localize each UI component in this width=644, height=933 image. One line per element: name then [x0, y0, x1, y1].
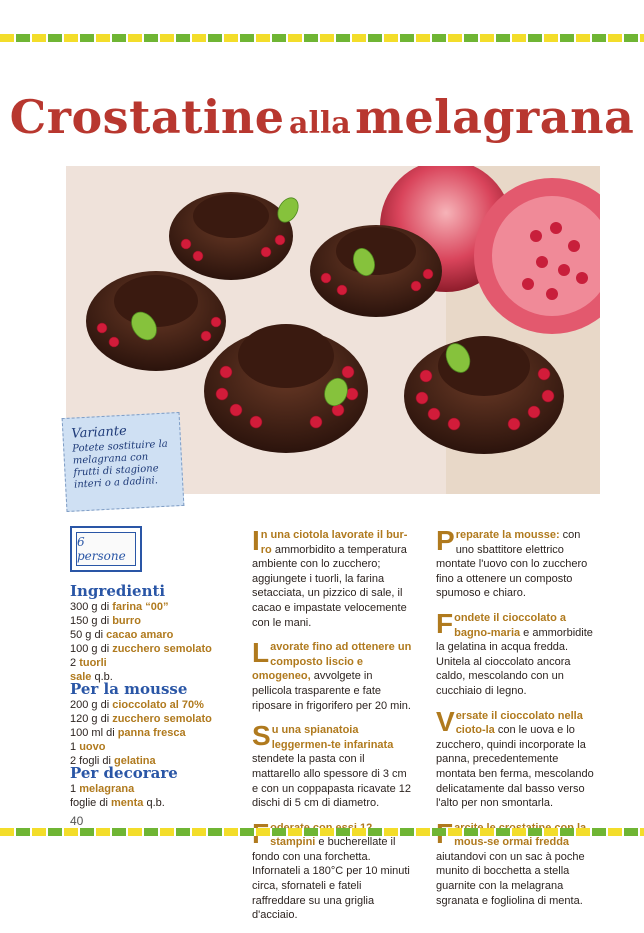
ingredient-name: zucchero semolato	[112, 643, 212, 655]
step-lead: stampini	[270, 836, 316, 849]
ingredient-quantity: 50 g di	[70, 629, 107, 641]
recipe-title	[0, 90, 644, 144]
method-step	[436, 705, 598, 811]
method-column-1	[252, 525, 414, 933]
method-step	[252, 525, 414, 630]
method-step	[436, 525, 598, 601]
ingredient-quantity: 100 ml di	[70, 727, 118, 739]
ingredient-row	[70, 642, 240, 656]
decor-section	[70, 764, 240, 810]
ingredient-name: uovo	[79, 741, 106, 753]
title-word-3: melagrana	[355, 90, 635, 144]
step-lead: ondete il cioccolato a bagno-maria	[454, 611, 566, 639]
ingredient-row	[70, 698, 240, 712]
mousse-section	[70, 680, 240, 768]
ingredient-quantity: 1	[70, 741, 80, 753]
ingredient-name: tuorli	[79, 657, 107, 669]
ingredient-quantity: 2	[70, 657, 80, 669]
serves-badge	[70, 526, 142, 572]
ingredient-name: zucchero semolato	[112, 713, 212, 725]
step-text: aiutandovi con un sac à poche munito di bocchetta a stella guarnite con la melagrana sgranata e fogliolina di menta.	[436, 850, 585, 907]
decor-list	[70, 782, 240, 810]
serves-label: 6 persone	[76, 532, 136, 566]
drop-cap: F	[436, 607, 454, 639]
drop-cap: L	[252, 637, 270, 669]
ingredient-name: panna fresca	[117, 727, 186, 739]
mousse-list	[70, 698, 240, 768]
method-column-2	[436, 525, 598, 918]
top-stripe-border	[0, 34, 644, 42]
ingredients-section	[70, 582, 240, 684]
step-lead: mous-se ormai fredda	[454, 836, 570, 849]
method-step	[252, 637, 414, 713]
ingredient-quantity: 120 g di	[70, 713, 113, 725]
step-lead: ersate il cioccolato nella cioto-la	[455, 709, 583, 737]
ingredient-quantity: foglie di	[70, 797, 111, 809]
mousse-heading: Per la mousse	[70, 680, 188, 698]
ingredient-name: menta	[110, 797, 144, 809]
ingredient-row	[70, 796, 240, 810]
ingredient-name: cacao amaro	[106, 629, 174, 641]
ingredient-quantity: 2 fogli di	[70, 755, 115, 767]
step-lead: reparate la mousse:	[455, 529, 560, 541]
ingredient-name: cioccolato al 70%	[112, 699, 204, 711]
bottom-stripe-border	[0, 828, 644, 836]
method-step	[252, 720, 414, 811]
decor-heading: Per decorare	[70, 764, 178, 782]
ingredient-row	[70, 740, 240, 754]
drop-cap: I	[252, 525, 260, 556]
ingredient-name: gelatina	[114, 755, 156, 767]
ingredient-name: sale	[70, 671, 92, 683]
step-text: e ammorbidite la gelatina in acqua fredda. Unitela al cioccolato ancora caldo, mescolando con un cucchiaio di legno.	[436, 626, 593, 697]
step-lead: n una ciotola lavorate il bur-ro	[260, 529, 408, 556]
ingredient-name: melagrana	[79, 783, 135, 795]
ingredient-row	[70, 712, 240, 726]
drop-cap: V	[436, 705, 455, 737]
drop-cap: P	[436, 525, 455, 556]
ingredients-list	[70, 600, 240, 684]
variant-note	[62, 412, 185, 512]
ingredient-row	[70, 656, 240, 670]
ingredient-note: q.b.	[143, 797, 165, 809]
ingredient-row	[70, 782, 240, 796]
ingredient-row	[70, 600, 240, 614]
title-word-1: Crostatine	[9, 90, 285, 144]
page-number: 40	[70, 814, 84, 828]
step-text: ammorbidito a temperatura ambiente con lo zucchero; aggiungete i tuorli, la farina setacciata, un pizzico di sale, il cacao e impastate velocemente con le mani.	[252, 543, 407, 629]
ingredients-heading: Ingredienti	[70, 582, 166, 600]
method-step	[252, 821, 414, 923]
ingredient-quantity: 100 g di	[70, 643, 113, 655]
step-text: con le uova e lo zucchero, quindi incorporate la panna, precedentemente montata ben ferma, mescolando delicatamente dal basso verso l'alto per non smontarla.	[436, 724, 594, 810]
step-text: con uno sbattitore elettrico montate l'uovo con lo zucchero fino a ottenere un composto spumoso e chiaro.	[436, 529, 588, 600]
step-text: e bucherellate il fondo con una forchetta. Infornateli a 180°C per 10 minuti circa, sfornateli e fateli raffreddare su una griglia d'acciaio.	[252, 836, 410, 922]
ingredient-quantity: 200 g di	[70, 699, 113, 711]
step-lead: u una spianatoia leggermen-te infarinata	[271, 724, 394, 751]
ingredient-note: q.b.	[91, 671, 113, 683]
title-word-2: alla	[289, 106, 351, 141]
ingredient-quantity: 300 g di	[70, 601, 113, 613]
variant-body: Potete sostituire la melagrana con frutti di stagione interi o a dadini.	[71, 438, 169, 491]
step-text: avvolgete in pellicola trasparente e fate riposare in frigorifero per 20 min.	[252, 670, 411, 712]
ingredient-row	[70, 628, 240, 642]
drop-cap: S	[252, 720, 271, 752]
ingredient-name: farina “00”	[112, 601, 169, 613]
variant-title: Variante	[71, 423, 128, 442]
ingredient-row	[70, 726, 240, 740]
method-step	[436, 607, 598, 699]
ingredient-row	[70, 614, 240, 628]
ingredient-quantity: 1	[70, 783, 80, 795]
ingredient-name: burro	[112, 615, 141, 627]
step-lead: avorate fino ad ottenere un composto liscio e omogeneo,	[252, 641, 412, 683]
step-text: stendete la pasta con il mattarello allo spessore di 3 cm e con un coppapasta ricavate 12 dischi di 5 cm di diametro.	[252, 753, 412, 810]
ingredient-quantity: 150 g di	[70, 615, 113, 627]
